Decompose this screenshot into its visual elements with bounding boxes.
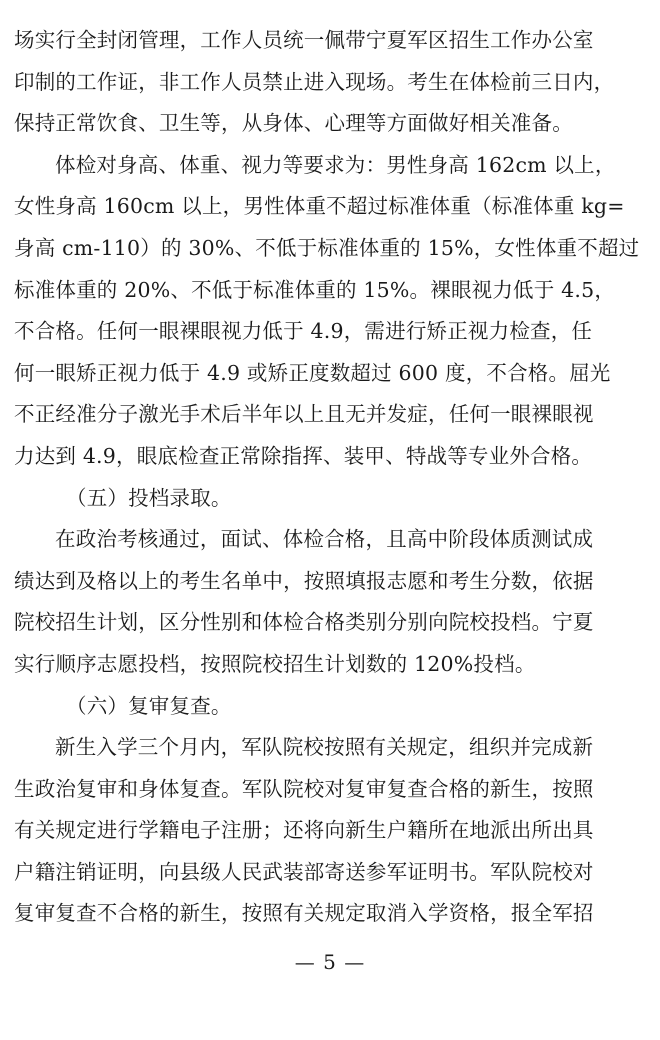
section-heading: （六）复审复查。: [66, 693, 232, 718]
text-line: 场实行全封闭管理，工作人员统一佩带宁夏军区招生工作办公室: [14, 28, 594, 52]
text-line: 印制的工作证，非工作人员禁止进入现场。考生在体检前三日内，: [14, 69, 615, 94]
text-line: 户籍注销证明，向县级人民武装部寄送参军证明书。军队院校对: [14, 859, 594, 884]
text-line: 不合格。任何一眼裸眼视力低于 4.9，需进行矫正视力检查，任: [14, 319, 593, 344]
paragraph-start-line: 在政治考核通过，面试、体检合格，且高中阶段体质测试成: [55, 527, 594, 552]
text-line: 不正经准分子激光手术后半年以上且无并发症，任何一眼裸眼视: [14, 402, 594, 427]
document-page: [14, 20, 644, 935]
text-line: 保持正常饮食、卫生等，从身体、心理等方面做好相关准备。: [14, 111, 573, 136]
text-line: 何一眼矫正视力低于 4.9 或矫正度数超过 600 度，不合格。屈光: [14, 360, 611, 385]
text-line: 实行顺序志愿投档，按照院校招生计划数的 120%投档。: [14, 651, 536, 676]
text-line: 生政治复审和身体复查。军队院校对复审复查合格的新生，按照: [14, 776, 594, 801]
section-heading: （五）投档录取。: [66, 485, 232, 510]
paragraph-start-line: 新生入学三个月内，军队院校按照有关规定，组织并完成新: [55, 735, 594, 760]
text-line: 复审复查不合格的新生，按照有关规定取消入学资格，报全军招: [14, 901, 594, 926]
text-line: 院校招生计划，区分性别和体检合格类别分别向院校投档。宁夏: [14, 610, 594, 635]
paragraph-start-line: 体检对身高、体重、视力等要求为：男性身高 162cm 以上，: [55, 152, 616, 177]
text-line: 力达到 4.9，眼底检查正常除指挥、装甲、特战等专业外合格。: [14, 443, 593, 468]
page-number: — 5 —: [294, 950, 366, 974]
text-line: 标准体重的 20%、不低于标准体重的 15%。裸眼视力低于 4.5，: [14, 277, 616, 302]
text-line: 绩达到及格以上的考生名单中，按照填报志愿和考生分数，依据: [14, 568, 594, 593]
text-line: 女性身高 160cm 以上，男性体重不超过标准体重（标准体重 kg=: [14, 194, 625, 219]
text-line: 身高 cm-110）的 30%、不低于标准体重的 15%，女性体重不超过: [14, 235, 640, 260]
text-line: 有关规定进行学籍电子注册；还将向新生户籍所在地派出所出具: [14, 818, 594, 843]
